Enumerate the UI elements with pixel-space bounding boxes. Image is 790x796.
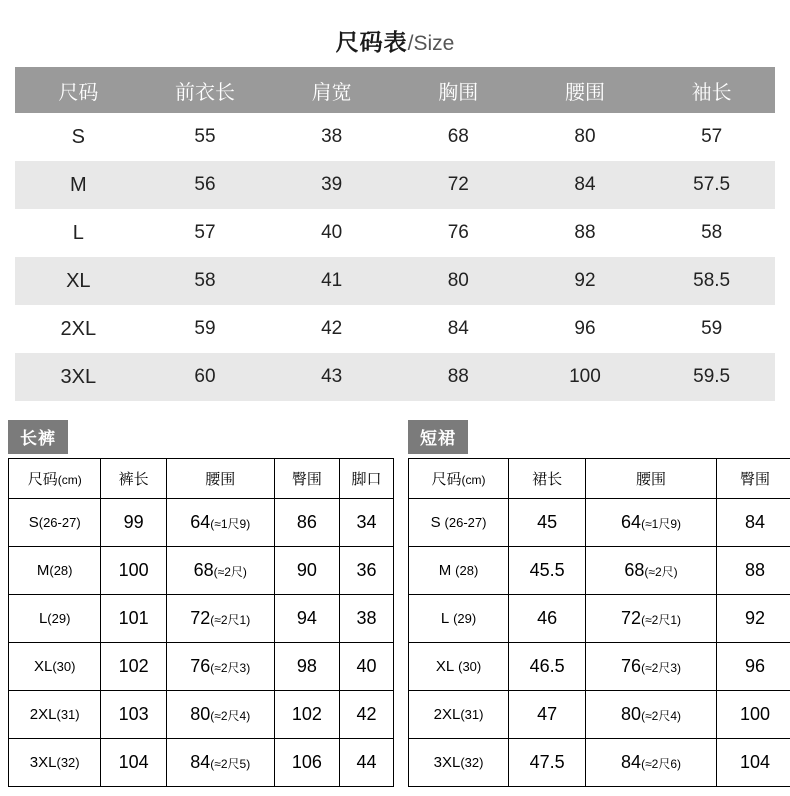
cell-sleeve: 57 <box>648 113 775 161</box>
cell-waist: 76(≈2尺3) <box>586 643 717 691</box>
col-header-pants-length: 裤长 <box>101 459 166 499</box>
table-row <box>15 161 775 209</box>
cell-front-length: 55 <box>142 113 269 161</box>
cell-hip: 106 <box>274 739 339 787</box>
cell-skirt-length: 45.5 <box>509 547 586 595</box>
cell-hem: 44 <box>340 739 394 787</box>
col-header-size: 尺码(cm) <box>9 459 101 499</box>
col-header-waist: 腰围 <box>166 459 274 499</box>
cell-waist: 72(≈2尺1) <box>166 595 274 643</box>
cell-waist: 92 <box>522 257 649 305</box>
cell-waist: 84 <box>522 161 649 209</box>
cell-hem: 42 <box>340 691 394 739</box>
skirt-table-body <box>409 499 790 787</box>
cell-size: S (26-27) <box>409 499 509 547</box>
cell-hem: 34 <box>340 499 394 547</box>
table-row <box>409 547 790 595</box>
cell-size: XL(30) <box>9 643 101 691</box>
skirt-size-table <box>408 458 790 787</box>
cell-waist: 64(≈1尺9) <box>166 499 274 547</box>
cell-waist: 64(≈1尺9) <box>586 499 717 547</box>
table-row <box>15 113 775 161</box>
table-row <box>409 691 790 739</box>
cell-skirt-length: 47.5 <box>509 739 586 787</box>
cell-waist: 88 <box>522 209 649 257</box>
cell-hip: 94 <box>274 595 339 643</box>
col-header-size: 尺码 <box>15 67 142 113</box>
table-row <box>9 643 394 691</box>
page-title <box>0 0 790 67</box>
cell-hip: 86 <box>274 499 339 547</box>
cell-waist: 84(≈2尺5) <box>166 739 274 787</box>
cell-shoulder: 43 <box>268 353 395 401</box>
cell-skirt-length: 46 <box>509 595 586 643</box>
cell-size: 2XL(31) <box>409 691 509 739</box>
cell-size: L (29) <box>409 595 509 643</box>
cell-waist: 84(≈2尺6) <box>586 739 717 787</box>
cell-front-length: 58 <box>142 257 269 305</box>
table-header-row <box>15 67 775 113</box>
cell-pants-length: 100 <box>101 547 166 595</box>
cell-skirt-length: 47 <box>509 691 586 739</box>
col-header-hip: 臀围 <box>716 459 790 499</box>
cell-waist: 100 <box>522 353 649 401</box>
cell-waist: 80 <box>522 113 649 161</box>
page-title-cn: 尺码表 <box>335 29 408 55</box>
cell-waist: 76(≈2尺3) <box>166 643 274 691</box>
cell-pants-length: 101 <box>101 595 166 643</box>
table-header-row <box>9 459 394 499</box>
col-header-waist: 腰围 <box>522 67 649 113</box>
cell-hem: 38 <box>340 595 394 643</box>
cell-waist: 68(≈2尺) <box>586 547 717 595</box>
cell-size: M <box>15 161 142 209</box>
cell-sleeve: 58 <box>648 209 775 257</box>
col-header-hem: 脚口 <box>340 459 394 499</box>
cell-size: M (28) <box>409 547 509 595</box>
cell-pants-length: 102 <box>101 643 166 691</box>
cell-sleeve: 58.5 <box>648 257 775 305</box>
cell-size: 3XL(32) <box>409 739 509 787</box>
cell-hip: 88 <box>716 547 790 595</box>
col-header-bust: 胸围 <box>395 67 522 113</box>
cell-skirt-length: 45 <box>509 499 586 547</box>
cell-size: L <box>15 209 142 257</box>
cell-pants-length: 104 <box>101 739 166 787</box>
pants-table-body <box>9 499 394 787</box>
cell-skirt-length: 46.5 <box>509 643 586 691</box>
table-row <box>15 305 775 353</box>
cell-size: 2XL <box>15 305 142 353</box>
top-size-table <box>15 67 775 401</box>
cell-shoulder: 42 <box>268 305 395 353</box>
skirt-tag-label: 短裙 <box>408 420 468 454</box>
pants-tag-label: 长裤 <box>8 420 68 454</box>
col-header-front-length: 前衣长 <box>142 67 269 113</box>
col-header-sleeve: 袖长 <box>648 67 775 113</box>
pants-size-table <box>8 458 394 787</box>
table-row <box>15 257 775 305</box>
table-row <box>9 595 394 643</box>
cell-bust: 88 <box>395 353 522 401</box>
cell-bust: 68 <box>395 113 522 161</box>
cell-pants-length: 99 <box>101 499 166 547</box>
cell-size: L(29) <box>9 595 101 643</box>
cell-sleeve: 59 <box>648 305 775 353</box>
table-row <box>409 643 790 691</box>
table-row <box>9 739 394 787</box>
top-size-table-body <box>15 113 775 401</box>
cell-bust: 84 <box>395 305 522 353</box>
cell-bust: 76 <box>395 209 522 257</box>
page-title-en: /Size <box>407 32 455 55</box>
col-header-hip: 臀围 <box>274 459 339 499</box>
table-row <box>409 499 790 547</box>
col-header-size: 尺码(cm) <box>409 459 509 499</box>
cell-size: S <box>15 113 142 161</box>
cell-front-length: 56 <box>142 161 269 209</box>
cell-hip: 84 <box>716 499 790 547</box>
table-row <box>15 353 775 401</box>
cell-sleeve: 59.5 <box>648 353 775 401</box>
col-header-shoulder: 肩宽 <box>268 67 395 113</box>
cell-hip: 96 <box>716 643 790 691</box>
table-row <box>409 739 790 787</box>
cell-hip: 104 <box>716 739 790 787</box>
table-row <box>409 595 790 643</box>
cell-waist: 80(≈2尺4) <box>166 691 274 739</box>
cell-front-length: 57 <box>142 209 269 257</box>
cell-size: 2XL(31) <box>9 691 101 739</box>
cell-shoulder: 40 <box>268 209 395 257</box>
cell-size: XL (30) <box>409 643 509 691</box>
cell-front-length: 60 <box>142 353 269 401</box>
cell-sleeve: 57.5 <box>648 161 775 209</box>
cell-waist: 80(≈2尺4) <box>586 691 717 739</box>
top-size-table-head <box>15 67 775 113</box>
pants-table-head <box>9 459 394 499</box>
cell-hem: 36 <box>340 547 394 595</box>
cell-bust: 72 <box>395 161 522 209</box>
table-row <box>15 209 775 257</box>
cell-waist: 68(≈2尺) <box>166 547 274 595</box>
cell-hem: 40 <box>340 643 394 691</box>
table-row <box>9 691 394 739</box>
cell-size: XL <box>15 257 142 305</box>
cell-hip: 100 <box>716 691 790 739</box>
cell-hip: 98 <box>274 643 339 691</box>
skirt-panel <box>408 420 790 787</box>
table-row <box>9 499 394 547</box>
pants-panel <box>8 420 394 787</box>
cell-front-length: 59 <box>142 305 269 353</box>
cell-hip: 90 <box>274 547 339 595</box>
table-row <box>9 547 394 595</box>
cell-shoulder: 41 <box>268 257 395 305</box>
cell-waist: 96 <box>522 305 649 353</box>
cell-shoulder: 38 <box>268 113 395 161</box>
col-header-waist: 腰围 <box>586 459 717 499</box>
cell-bust: 80 <box>395 257 522 305</box>
cell-size: M(28) <box>9 547 101 595</box>
table-header-row <box>409 459 790 499</box>
cell-shoulder: 39 <box>268 161 395 209</box>
col-header-skirt-length: 裙长 <box>509 459 586 499</box>
cell-size: 3XL <box>15 353 142 401</box>
cell-waist: 72(≈2尺1) <box>586 595 717 643</box>
cell-hip: 92 <box>716 595 790 643</box>
skirt-table-head <box>409 459 790 499</box>
cell-size: S(26-27) <box>9 499 101 547</box>
cell-pants-length: 103 <box>101 691 166 739</box>
cell-hip: 102 <box>274 691 339 739</box>
lower-tables-container <box>0 420 790 787</box>
cell-size: 3XL(32) <box>9 739 101 787</box>
